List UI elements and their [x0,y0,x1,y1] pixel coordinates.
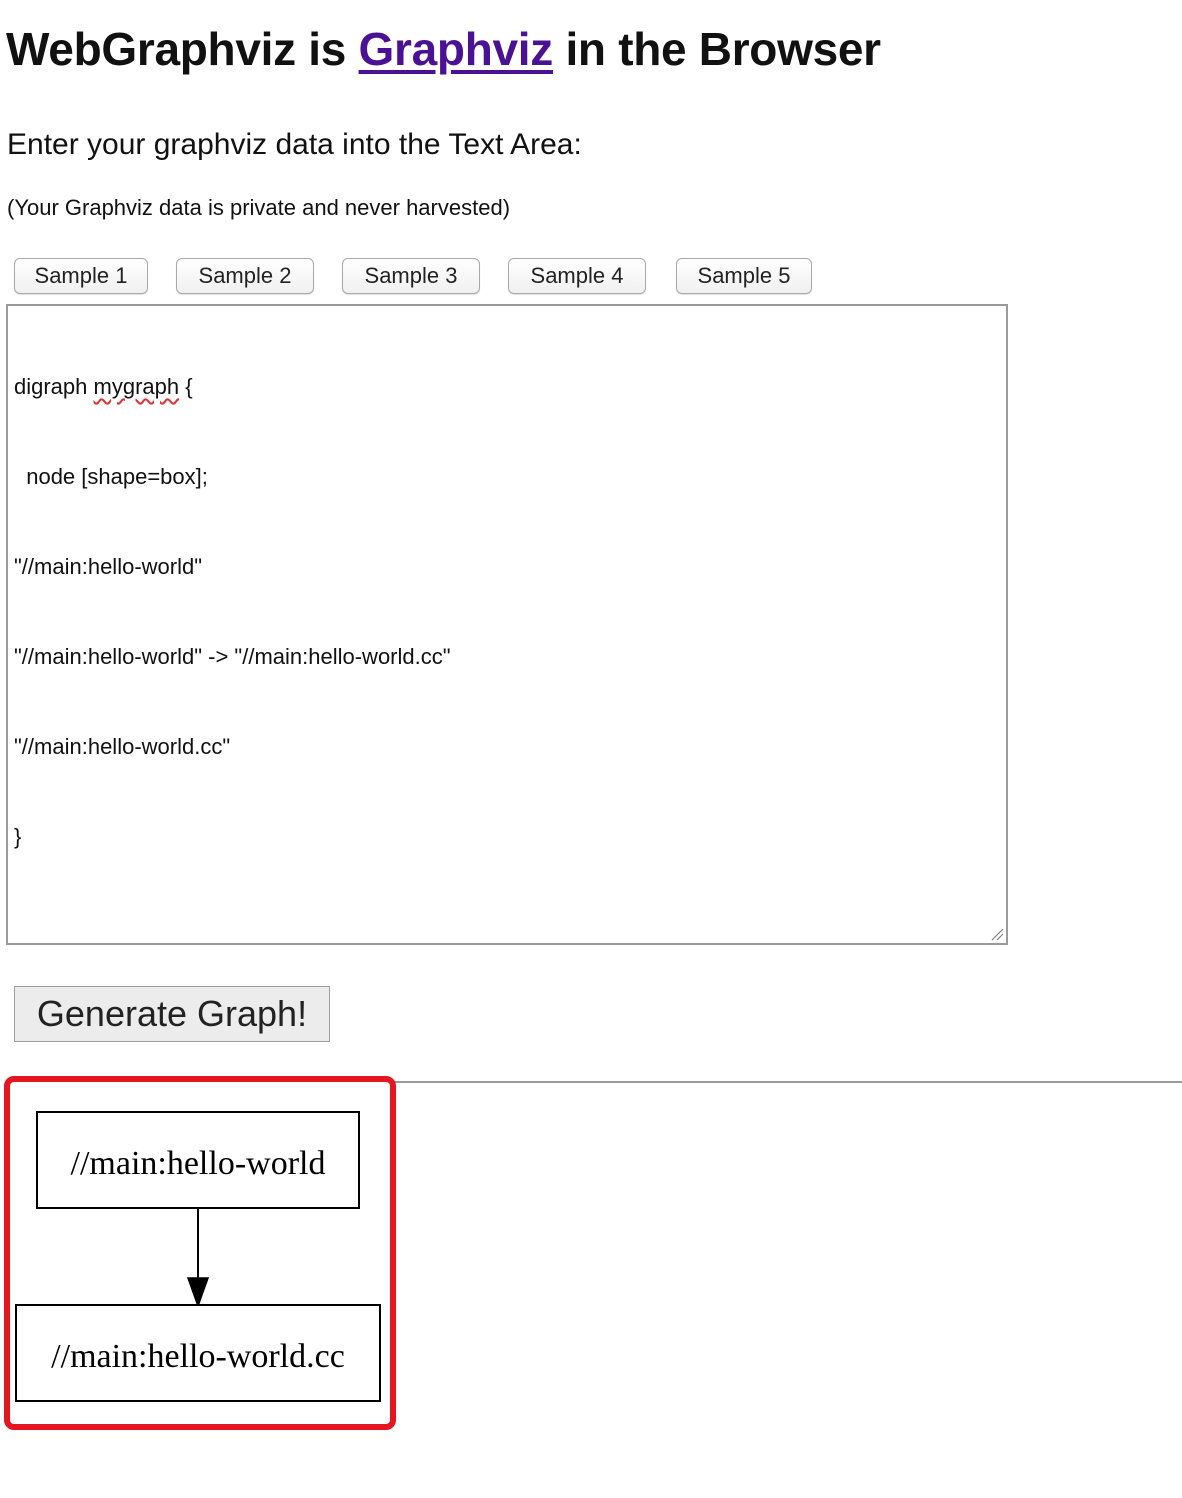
code-line-5: "//main:hello-world.cc" [14,734,231,759]
code-line-4: "//main:hello-world" -> "//main:hello-world.cc" [14,644,451,669]
resize-handle-icon[interactable] [990,927,1004,941]
graph-node-bottom-label: //main:hello-world.cc [51,1338,345,1375]
page-title [6,18,881,80]
code-line-3: "//main:hello-world" [14,554,203,579]
graph-edge-arrowhead-icon [188,1278,208,1306]
sample-2-button[interactable]: Sample 2 [176,258,314,294]
sample-1-button[interactable]: Sample 1 [14,258,148,294]
sample-3-button[interactable]: Sample 3 [342,258,480,294]
sample-5-button[interactable]: Sample 5 [676,258,812,294]
privacy-note: (Your Graphviz data is private and never harvested) [7,195,511,220]
code-line-1 [14,372,1000,402]
graph-output [10,1082,390,1424]
instructions-text: Enter your graphviz data into the Text Area: [7,128,582,161]
misspelled-word: mygraph [93,374,180,399]
code-line-1-suffix: { [179,374,193,399]
sample-4-button[interactable]: Sample 4 [508,258,646,294]
code-line-1-prefix: digraph [14,374,94,399]
code-line-2: node [shape=box]; [14,464,208,489]
title-suffix: in the Browser [552,23,881,75]
horizontal-divider [392,1081,1182,1083]
graph-node-top-label: //main:hello-world [70,1145,326,1182]
code-line-6: } [14,824,22,849]
generate-graph-button[interactable]: Generate Graph! [14,986,330,1042]
graph-output-highlight [4,1076,396,1430]
graphviz-link[interactable]: Graphviz [358,23,553,75]
title-prefix: WebGraphviz is [6,23,359,75]
graphviz-textarea[interactable] [6,304,1008,945]
